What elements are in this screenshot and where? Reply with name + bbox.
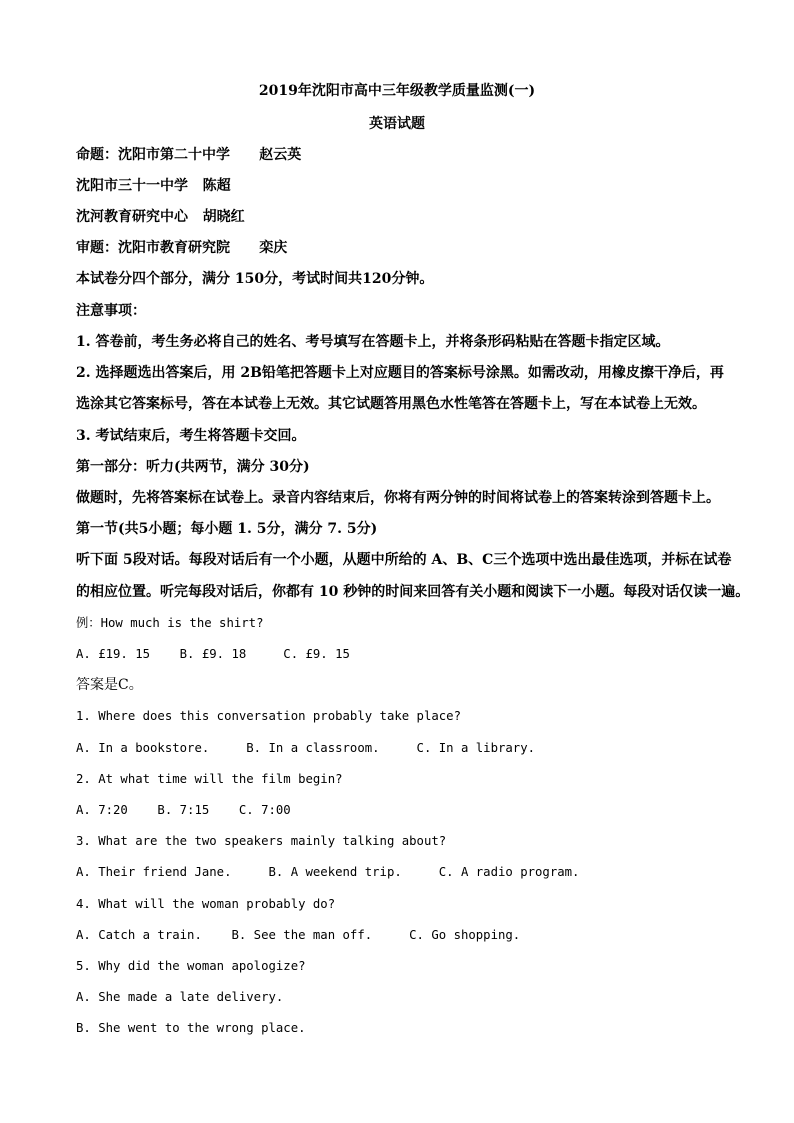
question-1: 1. Where does this conversation probably take place? [76, 709, 461, 723]
question-2: 2. At what time will the film begin? [76, 772, 343, 786]
score-info: 本试卷分四个部分，满分 150分，考试时间共120分钟。 [76, 271, 434, 287]
question-2-options: A. 7:20 B. 7:15 C. 7:00 [76, 803, 291, 817]
note-1: 1. 答卷前，考生务必将自己的姓名、考号填写在答题卡上，并将条形码粘贴在答题卡指定区域。 [76, 334, 670, 350]
reviewer-line: 审题：沈阳市教育研究院 栾庆 [76, 240, 288, 256]
part1-instruction: 做题时，先将答案标在试卷上。录音内容结束后，你将有两分钟的时间将试卷上的答案转涂到答题卡上。 [76, 490, 720, 506]
notes-heading: 注意事项： [76, 303, 146, 319]
question-3: 3. What are the two speakers mainly talking about? [76, 834, 447, 848]
example-options: A. £19. 15 B. £9. 18 C. £9. 15 [76, 647, 350, 661]
question-5-option-a: A. She made a late delivery. [76, 990, 284, 1004]
section1-instruction-line-2: 的相应位置。听完每段对话后，你都有 10 秒钟的时间来回答有关小题和阅读下一小题。每段对话仅读一遍。 [76, 584, 750, 600]
example-question: 例：How much is the shirt? [76, 616, 264, 630]
exam-subtitle: 英语试题 [369, 116, 425, 132]
note-2-line-1: 2. 选择题选出答案后，用 2B铅笔把答题卡上对应题目的答案标号涂黑。如需改动，用橡皮擦干净后，再 [76, 365, 724, 381]
section1-instruction-line-1: 听下面 5段对话。每段对话后有一个小题，从题中所给的 A、B、C三个选项中选出最佳选项，并标在试卷 [76, 552, 732, 568]
part1-heading: 第一部分：听力(共两节，满分 30分) [76, 459, 310, 475]
question-1-options: A. In a bookstore. B. In a classroom. C. In a library. [76, 741, 536, 755]
question-3-options: A. Their friend Jane. B. A weekend trip. C. A radio program. [76, 865, 580, 879]
author-line-3: 沈河教育研究中心 胡晓红 [76, 209, 245, 225]
author-line-1: 命题：沈阳市第二十中学 赵云英 [76, 147, 302, 163]
question-5: 5. Why did the woman apologize? [76, 959, 306, 973]
author-line-2: 沈阳市三十一中学 陈超 [76, 178, 231, 194]
note-3: 3. 考试结束后，考生将答题卡交回。 [76, 428, 306, 444]
section1-heading: 第一节(共5小题；每小题 1. 5分，满分 7. 5分) [76, 521, 378, 537]
note-2-line-2: 选涂其它答案标号，答在本试卷上无效。其它试题答用黑色水性笔答在答题卡上，写在本试卷上无效。 [76, 396, 706, 412]
question-5-option-b: B. She went to the wrong place. [76, 1021, 306, 1035]
example-answer: 答案是C。 [76, 677, 143, 693]
exam-title: 2019年沈阳市高中三年级教学质量监测(一) [258, 83, 536, 99]
question-4: 4. What will the woman probably do? [76, 897, 336, 911]
question-4-options: A. Catch a train. B. See the man off. C. Go shopping. [76, 928, 521, 942]
